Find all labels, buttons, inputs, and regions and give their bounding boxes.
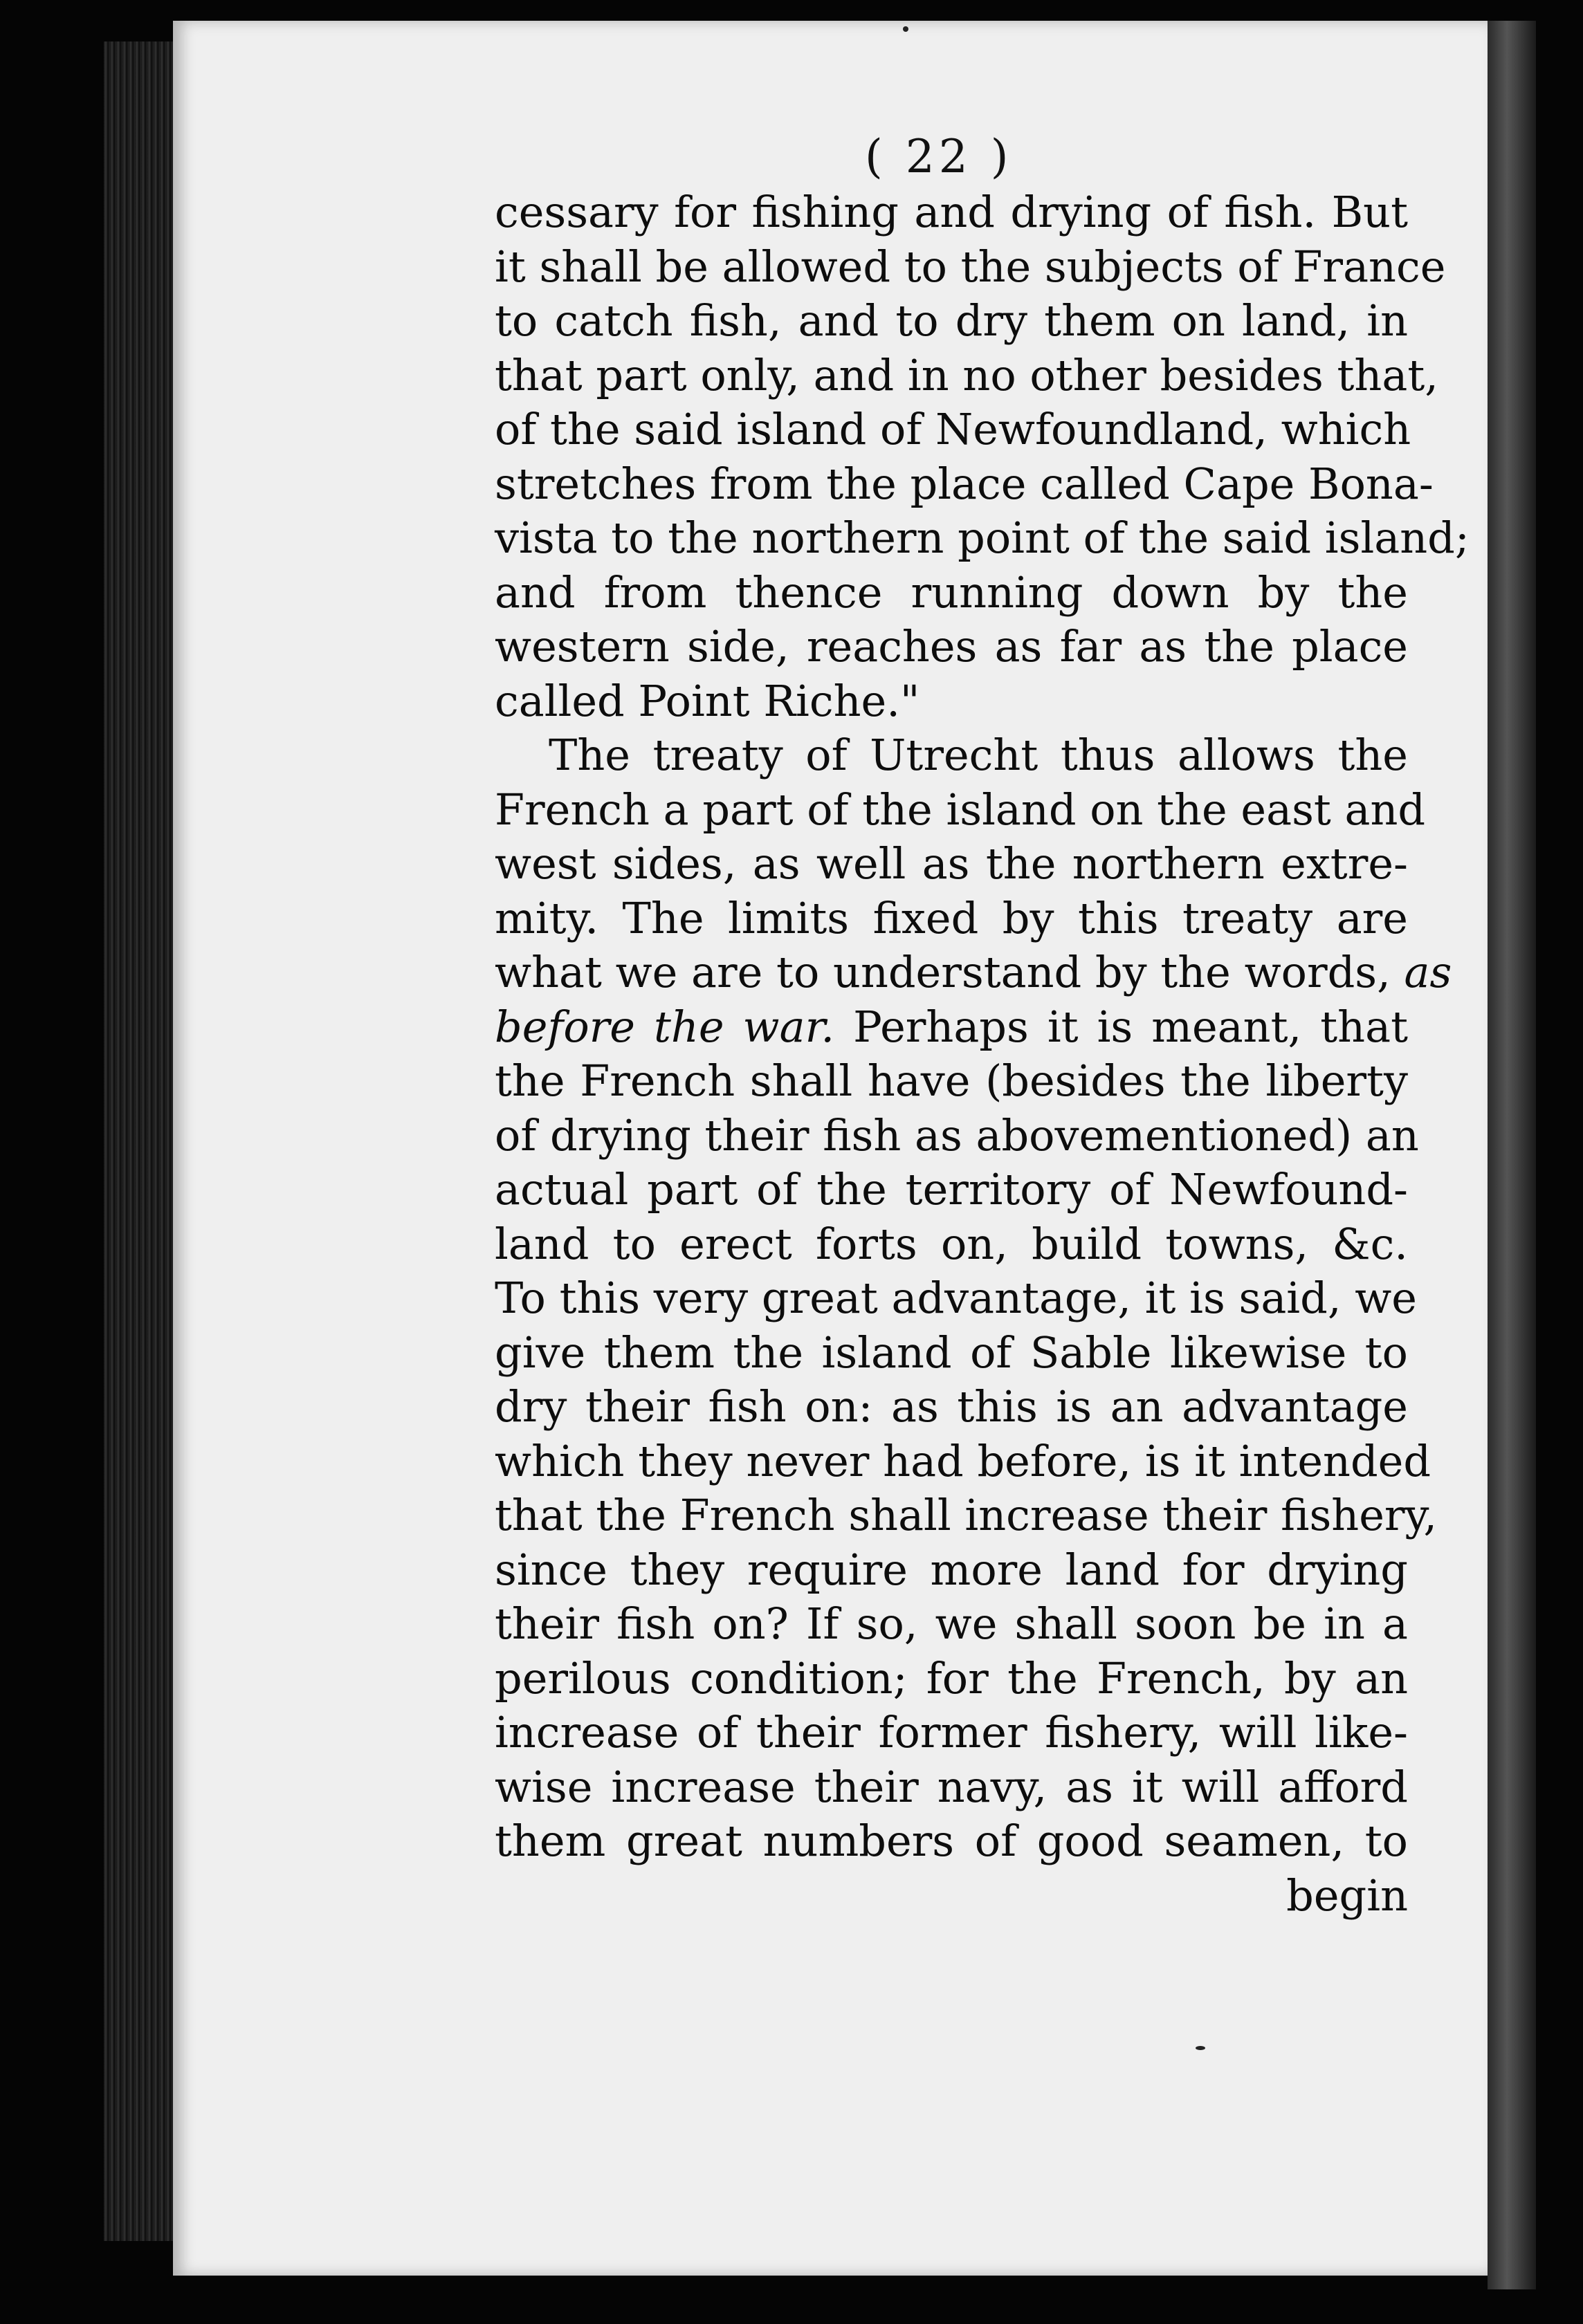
paragraph-start-line: The treaty of Utrecht thus allows the (549, 730, 1408, 780)
text-line: which they never had before, is it intended (495, 1435, 1431, 1486)
text-line: western side, reaches as far as the place (495, 621, 1408, 672)
text-line: and from thence running down by the (495, 566, 1408, 618)
text-line-with-italic: before the war. Perhaps it is meant, that (495, 1001, 1408, 1052)
text-line: since they require more land for drying (495, 1544, 1408, 1595)
italic-phrase: before the war. (495, 1001, 835, 1052)
italic-phrase: as (1404, 947, 1452, 997)
text-line: increase of their former fishery, will like- (495, 1707, 1408, 1758)
text-line: the French shall have (besides the liberty (495, 1055, 1408, 1106)
facing-page-edge (1488, 21, 1536, 2289)
body-text (495, 185, 1470, 1923)
text-line: stretches from the place called Cape Bona- (495, 458, 1434, 509)
text-line: perilous condition; for the French, by an (495, 1652, 1408, 1704)
ink-speck (1196, 2046, 1205, 2050)
text-line: that part only, and in no other besides that, (495, 349, 1438, 400)
text-line: of the said island of Newfoundland, which (495, 404, 1411, 454)
text-line: land to erect forts on, build towns, &c. (495, 1218, 1408, 1269)
text-line: mity. The limits fixed by this treaty are (495, 892, 1408, 943)
text-line: cessary for fishing and drying of fish. But (495, 187, 1408, 237)
ink-speck (903, 26, 908, 32)
text-line: actual part of the territory of Newfound- (495, 1164, 1408, 1215)
text-line: them great numbers of good seamen, to (495, 1816, 1408, 1866)
page-number: ( 22 ) (865, 130, 1013, 183)
text-line: French a part of the island on the east and (495, 784, 1426, 835)
text-line: wise increase their navy, as it will afford (495, 1761, 1408, 1812)
text-line: dry their fish on: as this is an advantage (495, 1381, 1408, 1432)
text-line: vista to the northern point of the said island; (495, 513, 1470, 563)
text-line: to catch fish, and to dry them on land, in (495, 295, 1408, 346)
catchword: begin (1286, 1870, 1408, 1921)
text-line: of drying their fish as abovementioned) an (495, 1109, 1419, 1161)
text-line: it shall be allowed to the subjects of France (495, 241, 1446, 292)
page-block-edges (104, 42, 180, 2241)
text-line: called Point Riche." (495, 675, 920, 726)
text-line: their fish on? If so, we shall soon be in a (495, 1598, 1408, 1649)
text-line: give them the island of Sable likewise to (495, 1327, 1408, 1378)
text-line: west sides, as well as the northern extre- (495, 838, 1408, 889)
text-line-with-italic: what we are to understand by the words, as (495, 947, 1452, 997)
text-line: To this very great advantage, it is said, we (495, 1273, 1417, 1323)
text-line: that the French shall increase their fishery, (495, 1490, 1438, 1540)
